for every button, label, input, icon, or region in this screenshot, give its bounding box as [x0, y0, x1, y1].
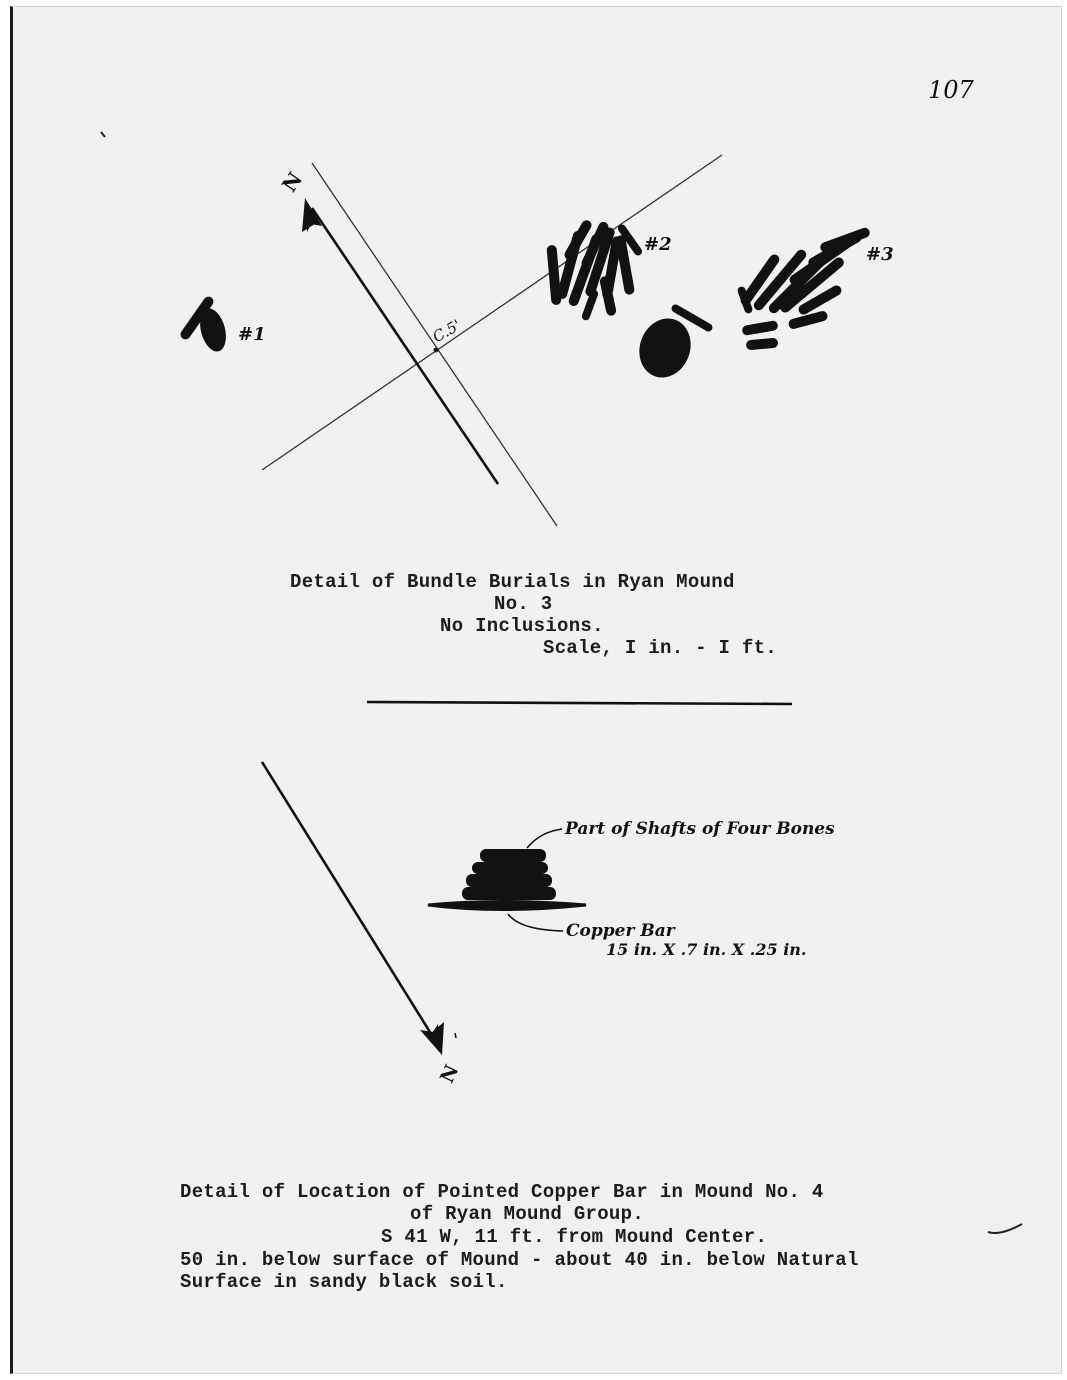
figure1-caption-line3: No Inclusions.	[440, 615, 604, 637]
bundle-label-3: #3	[866, 244, 894, 265]
copper-bar	[428, 902, 586, 910]
copper-bar-label: Copper Bar	[566, 921, 675, 941]
figure2-caption-line3: S 41 W, 11 ft. from Mound Center.	[381, 1226, 768, 1248]
shafts-label: Part of Shafts of Four Bones	[565, 819, 835, 839]
figure2-caption-line5: Surface in sandy black soil.	[180, 1271, 508, 1293]
check-mark-icon	[988, 1224, 1022, 1233]
center-point	[434, 348, 439, 353]
center-label: C.5'	[429, 315, 464, 347]
bundle-burial-3	[736, 226, 871, 350]
reference-line-ns	[312, 163, 557, 526]
south-arrow-icon	[262, 762, 456, 1055]
bundle-label-2: #2	[644, 234, 672, 255]
stray-mark	[101, 132, 105, 137]
figure2-caption-line4: 50 in. below surface of Mound - about 40 in. below Natural	[180, 1249, 859, 1271]
bone-shafts-stack	[462, 849, 556, 900]
page-number: 107	[928, 76, 974, 104]
shafts-leader-line	[527, 829, 562, 848]
bundle-burial-1	[179, 295, 231, 355]
bundle-burial-2	[546, 218, 643, 321]
bundle-label-1: #1	[238, 324, 266, 345]
north-label-2: N	[436, 1061, 464, 1087]
figure1-caption-line1: Detail of Bundle Burials in Ryan Mound	[290, 571, 735, 593]
figure1-caption-line2: No. 3	[494, 593, 553, 615]
figure2-caption-line1: Detail of Location of Pointed Copper Bar in Mound No. 4	[180, 1181, 824, 1203]
dimensions-label: 15 in. X .7 in. X .25 in.	[606, 940, 807, 959]
copper-leader-line	[508, 914, 563, 931]
figure2-caption-line2: of Ryan Mound Group.	[410, 1203, 645, 1225]
reference-line-ew	[262, 155, 722, 470]
section-divider	[367, 702, 792, 704]
north-label-1: N	[277, 167, 308, 197]
figure1-caption-line4: Scale, I in. - I ft.	[543, 637, 778, 659]
dark-deposit	[631, 303, 714, 385]
north-arrow-icon	[302, 198, 498, 484]
